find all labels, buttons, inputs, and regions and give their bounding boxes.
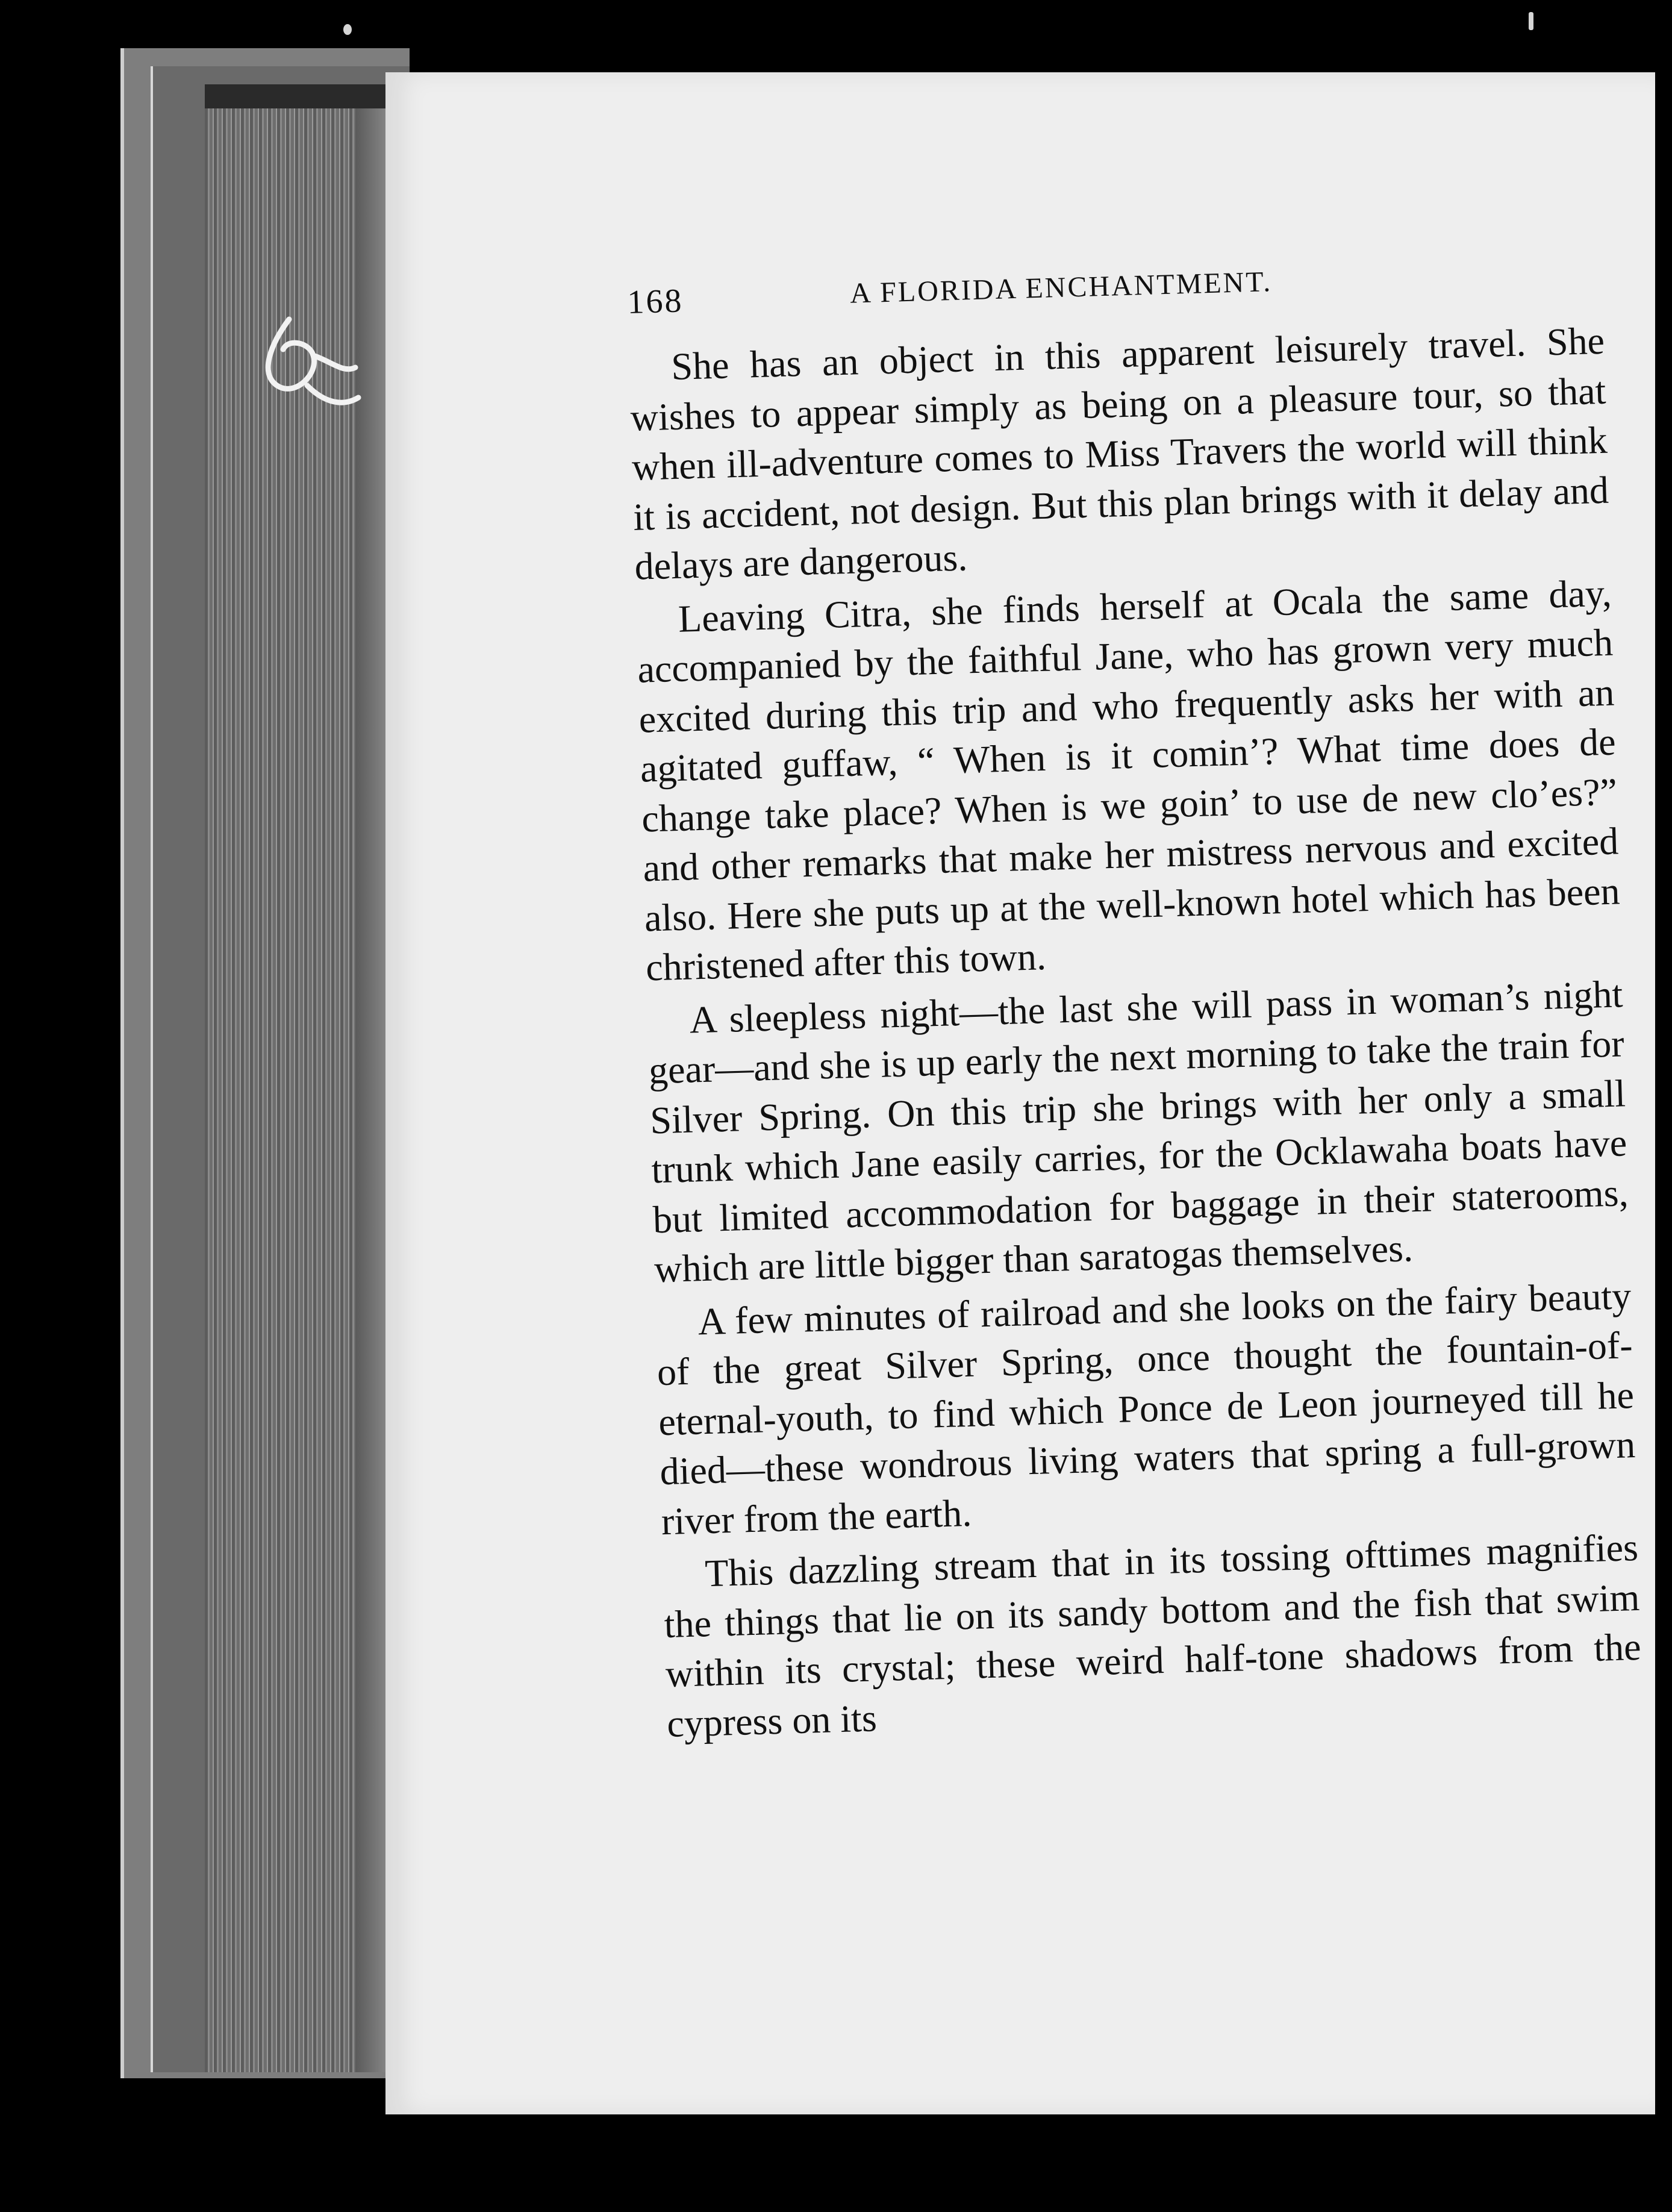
scan-speck xyxy=(1529,12,1533,30)
paragraph: This dazzling stream that in its tossing ofttimes magnifies the things that lie on its sandy bottom and the fish that swim within its crystal; these weird half-tone shadows from the cypress on its xyxy=(663,1525,1642,1745)
running-title: A FLORIDA ENCHANTMENT. xyxy=(849,266,1273,310)
page-edges-top xyxy=(205,84,398,108)
paragraph: A sleepless night—the last she will pass in woman’s night gear—and she is up early the next morning to take the train for Silver Spring. On this trip she brings with her only a small trunk which Jane easily carries, for the Ocklawaha boats have but limited accommodation for baggage in their staterooms, which are little bigger than saratogas themselves. xyxy=(648,972,1629,1291)
scan-speck xyxy=(343,24,352,35)
book-page xyxy=(385,72,1655,2114)
paragraph: A few minutes of railroad and she looks on the fairy beauty of the great Silver Spring, once thought the fountain-of-eternal-youth, to find which Ponce de Leon journeyed till he died—these wondrous living waters that spring a full-grown river from the earth. xyxy=(657,1273,1636,1543)
handwritten-margin-mark xyxy=(253,307,367,422)
page-text-block xyxy=(626,244,1643,1752)
page-number: 168 xyxy=(626,282,684,321)
paragraph: Leaving Citra, she finds herself at Ocala the same day, accompanied by the faithful Jane, who has grown very much excited during this trip and who frequently asks her with an agitated guffaw, “ When is it comin’? What time does de change take place? When is we goin’ to use de new clo’es?” and other remarks that make her mistress nervous and excited also. Here she puts up at the well-known hotel which has been christened after this town. xyxy=(637,571,1621,989)
paragraph: She has an object in this apparent leisurely travel. She wishes to appear simply as being on a pleasure tour, so that when ill-adventure comes to Miss Travers the world will think it is accident, not design. But this plan brings with it delay and delays are dangerous. xyxy=(629,319,1609,588)
